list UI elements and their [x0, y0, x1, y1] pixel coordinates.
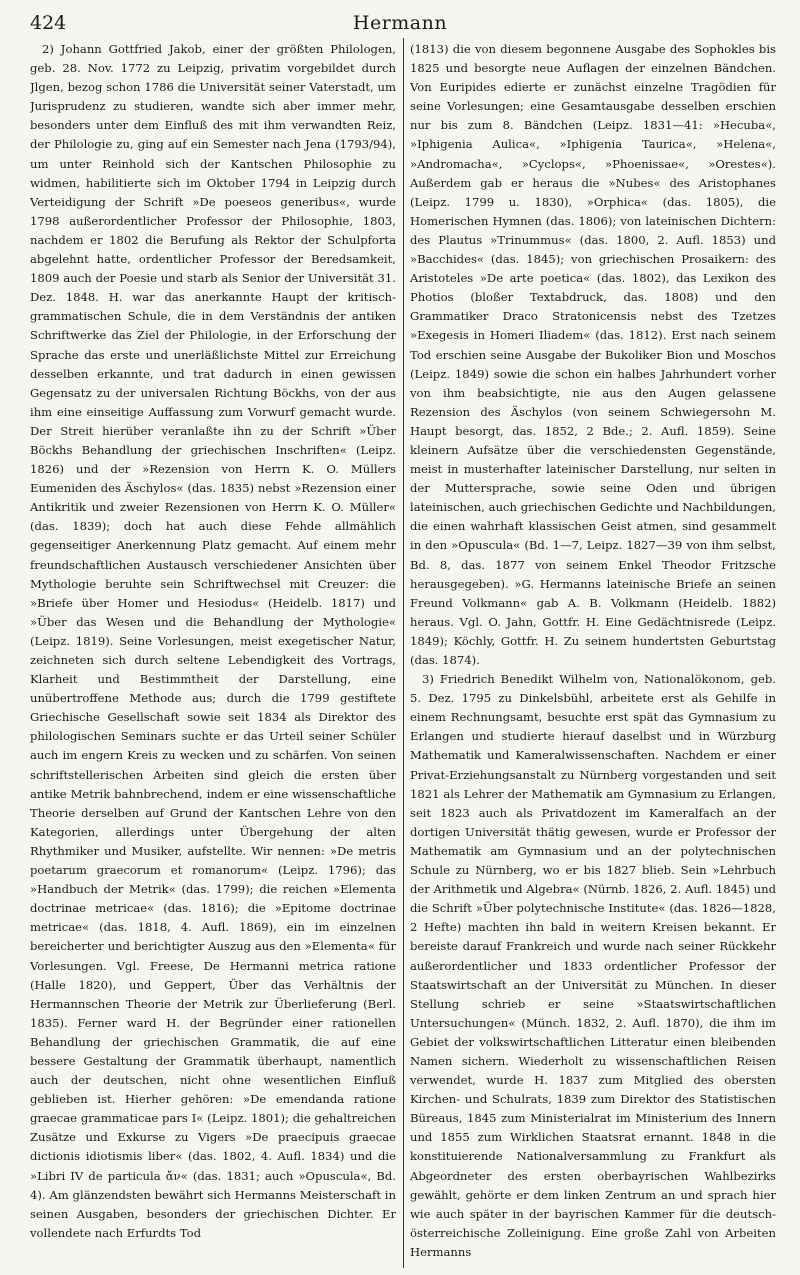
entry-paragraph: 3) Friedrich Benedikt Wilhelm von, Nationalökonom, geb. 5. Dez. 1795 zu Dinkelsbühl, arbeitete erst als Gehilfe in einem Rechnungsamt, besuchte erst spät das Gymnasium zu Erlangen und studierte hierauf daselbst und in Würzburg Mathematik und Kameralwissenschaften. Nachdem er einer Privat-Erziehungsanstalt zu Nürnberg vorgestanden und seit 1821 als Lehrer der Mathematik am Gymnasium zu Erlangen, seit 1823 auch als Privatdozent im Kameralfach an der dortigen Universität thätig gewesen, wurde er Professor der Mathematik am Gymnasium und an der polytechnischen Schule zu Nürnberg, wo er bis 1827 blieb. Sein »Lehrbuch der Arithmetik und Algebra« (Nürnb. 1826, 2. Aufl. 1845) und die Schrift »Über polytechnische Institute« (das. 1826—1828, 2 Hefte) machten ihn bald in weitern Kreisen bekannt. Er bereiste darauf Frankreich und wurde nach seiner Rückkehr außerordentlicher und 1833 ordentlicher Professor der Staatswirtschaft an der Universität zu München. In dieser Stellung schrieb er seine »Staatswirtschaftlichen Untersuchungen« (Münch. 1832, 2. Aufl. 1870), die ihm im Gebiet der volkswirtschaftlichen Litteratur einen bleibenden Namen sichern. Wiederholt zu wissenschaftlichen Reisen verwendet, wurde H. 1837 zum Mitglied des obersten Kirchen- und Schulrats, 1839 zum Direktor des Statistischen Büreaus, 1845 zum Ministerialrat im Ministerium des Innern und 1855 zum Wirklichen Staatsrat ernannt. 1848 in die konstituierende Nationalversammlung zu Frankfurt als Abgeordneter des ersten oberbayrischen Wahlbezirks gewählt, gehörte er dem linken Zentrum an und sprach hier wie auch später in der bayrischen Kammer für die deutsch-österreichische Zolleinigung. Eine große Zahl von Arbeiten Hermanns	[410, 672, 776, 1259]
text-columns	[30, 40, 776, 1265]
continuation-paragraph: (1813) die von diesem begonnene Ausgabe des Sophokles bis 1825 und besorgte neue Auflagen der einzelnen Bändchen. Von Euripides edierte er zunächst einzelne Tragödien für seine Vorlesungen; eine Gesamtausgabe desselben erschien nur bis zum 8. Bändchen (Leipz. 1831—41: »Hecuba«, »Iphigenia Aulica«, »Iphigenia Taurica«, »Helena«, »Andromacha«, »Cyclops«, »Phoenissae«, »Orestes«). Außerdem gab er heraus die »Nubes« des Aristophanes (Leipz. 1799 u. 1830), »Orphica« (das. 1805), die Homerischen Hymnen (das. 1806); von lateinischen Dichtern: des Plautus »Trinummus« (das. 1800, 2. Aufl. 1853) und »Bacchides« (das. 1845); von griechischen Prosaikern: des Aristoteles »De arte poetica« (das. 1802), das Lexikon des Photios (bloßer Textabdruck, das. 1808) und den Grammatiker Draco Stratonicensis nebst des Tzetzes »Exegesis in Homeri Iliadem« (das. 1812). Erst nach seinem Tod erschien seine Ausgabe der Bukoliker Bion und Moschos (Leipz. 1849) sowie die schon ein halbes Jahrhundert vorher von ihm beabsichtigte, nie aus den Augen gelassene Rezension des Äschylos (von seinem Schwiegersohn M. Haupt besorgt, das. 1852, 2 Bde.; 2. Aufl. 1859). Seine kleinern Aufsätze über die verschiedensten Gegenstände, meist in musterhafter lateinischer Darstellung, nur selten in der Muttersprache, sowie seine Oden und übrigen lateinischen, auch griechischen Gedichte und Nachbildungen, die einen wahrhaft klassischen Geist atmen, sind gesammelt in den »Opuscula« (Bd. 1—7, Leipz. 1827—39 von ihm selbst, Bd. 8, das. 1877 von seinem Enkel Theodor Fritzsche herausgegeben). »G. Hermanns lateinische Briefe an seinen Freund Volkmann« gab A. B. Volkmann (Heidelb. 1882) heraus. Vgl. O. Jahn, Gottfr. H. Eine Gedächtnisrede (Leipz. 1849); Köchly, Gottfr. H. Zu seinem hundertsten Geburtstag (das. 1874).	[410, 42, 776, 667]
running-title: Hermann	[352, 12, 448, 34]
page-number: 424	[30, 12, 67, 34]
column-divider	[403, 38, 404, 1268]
left-column	[30, 40, 396, 1265]
right-column	[410, 40, 776, 1265]
entry-paragraph: 2) Johann Gottfried Jakob, einer der größten Philologen, geb. 28. Nov. 1772 zu Leipzig, privatim vorgebildet durch Jlgen, bezog schon 1786 die Universität seiner Vaterstadt, um Jurisprudenz zu studieren, wandte sich aber immer mehr, besonders unter dem Einfluß des mit ihm verwandten Reiz, der Philologie zu, ging auf ein Semester nach Jena (1793/94), um unter Reinhold sich der Kantschen Philosophie zu widmen, habilitierte sich im Oktober 1794 in Leipzig durch Verteidigung der Schrift »De poeseos generibus«, wurde 1798 außerordentlicher Professor der Philosophie, 1803, nachdem er 1802 die Berufung als Rektor der Schulpforta abgelehnt hatte, ordentlicher Professor der Beredsamkeit, 1809 auch der Poesie und starb als Senior der Universität 31. Dez. 1848. H. war das anerkannte Haupt der kritisch-grammatischen Schule, die in dem Verständnis der antiken Schriftwerke das Ziel der Philologie, in der Erforschung der Sprache das erste und unerläßlichste Mittel zur Erreichung desselben erkannte, und trat dadurch in einen gewissen Gegensatz zu der universalen Richtung Böckhs, von der aus ihm eine einseitige Auffassung zum Vorwurf gemacht wurde. Der Streit hierüber veranlaßte ihn zu der Schrift »Über Böckhs Behandlung der griechischen Inschriften« (Leipz. 1826) und der »Rezension von Herrn K. O. Müllers Eumeniden des Äschylos« (das. 1835) nebst »Rezension einer Antikritik und zweier Rezensionen von Herrn K. O. Müller« (das. 1839); doch hat auch diese Fehde allmählich gegenseitiger Anerkennung Platz gemacht. Auf einem mehr freundschaftlichen Austausch verschiedener Ansichten über Mythologie beruhte sein Schriftwechsel mit Creuzer: die »Briefe über Homer und Hesiodus« (Heidelb. 1817) und »Über das Wesen und die Behandlung der Mythologie« (Leipz. 1819). Seine Vorlesungen, meist exegetischer Natur, zeichneten sich durch seltene Lebendigkeit des Vortrags, Klarheit und Bestimmtheit der Darstellung, eine unübertroffene Methode aus; durch die 1799 gestiftete Griechische Gesellschaft sowie seit 1834 als Direktor des philologischen Seminars suchte er das Urteil seiner Schüler auch im engern Kreis zu wecken und zu schärfen. Von seinen schriftstellerischen Arbeiten sind gleich die ersten über antike Metrik bahnbrechend, indem er eine wissenschaftliche Theorie derselben auf Grund der Kantschen Lehre von den Kategorien, allerdings unter Übergehung der alten Rhythmiker und Musiker, aufstellte. Wir nennen: »De metris poetarum graecorum et romanorum« (Leipz. 1796); das »Handbuch der Metrik« (das. 1799); die reichen »Elementa doctrinae metricae« (das. 1816); die »Epitome doctrinae metricae« (das. 1818, 4. Aufl. 1869), ein im einzelnen bereicherter und berichtigter Auszug aus den »Elementa« für Vorlesungen. Vgl. Freese, De Hermanni metrica ratione (Halle 1820), und Geppert, Über das Verhältnis der Hermannschen Theorie der Metrik zur Überlieferung (Berl. 1835). Ferner ward H. der Begründer einer rationellen Behandlung der griechischen Grammatik, die auf eine bessere Gestaltung der Grammatik überhaupt, namentlich auch der deutschen, nicht ohne wesentlichen Einfluß geblieben ist. Hierher gehören: »De emendanda ratione graecae grammaticae pars I« (Leipz. 1801); die gehaltreichen Zusätze und Exkurse zu Vigers »De praecipuis graecae dictionis idiotismis liber« (das. 1802, 4. Aufl. 1834) und die »Libri IV de particula ἄν« (das. 1831; auch »Opuscula«, Bd. 4). Am glänzendsten bewährt sich Hermanns Meisterschaft in seinen Ausgaben, besonders der griechischen Dichter. Er vollendete nach Erfurdts Tod	[30, 42, 396, 1240]
page-header	[30, 10, 770, 38]
